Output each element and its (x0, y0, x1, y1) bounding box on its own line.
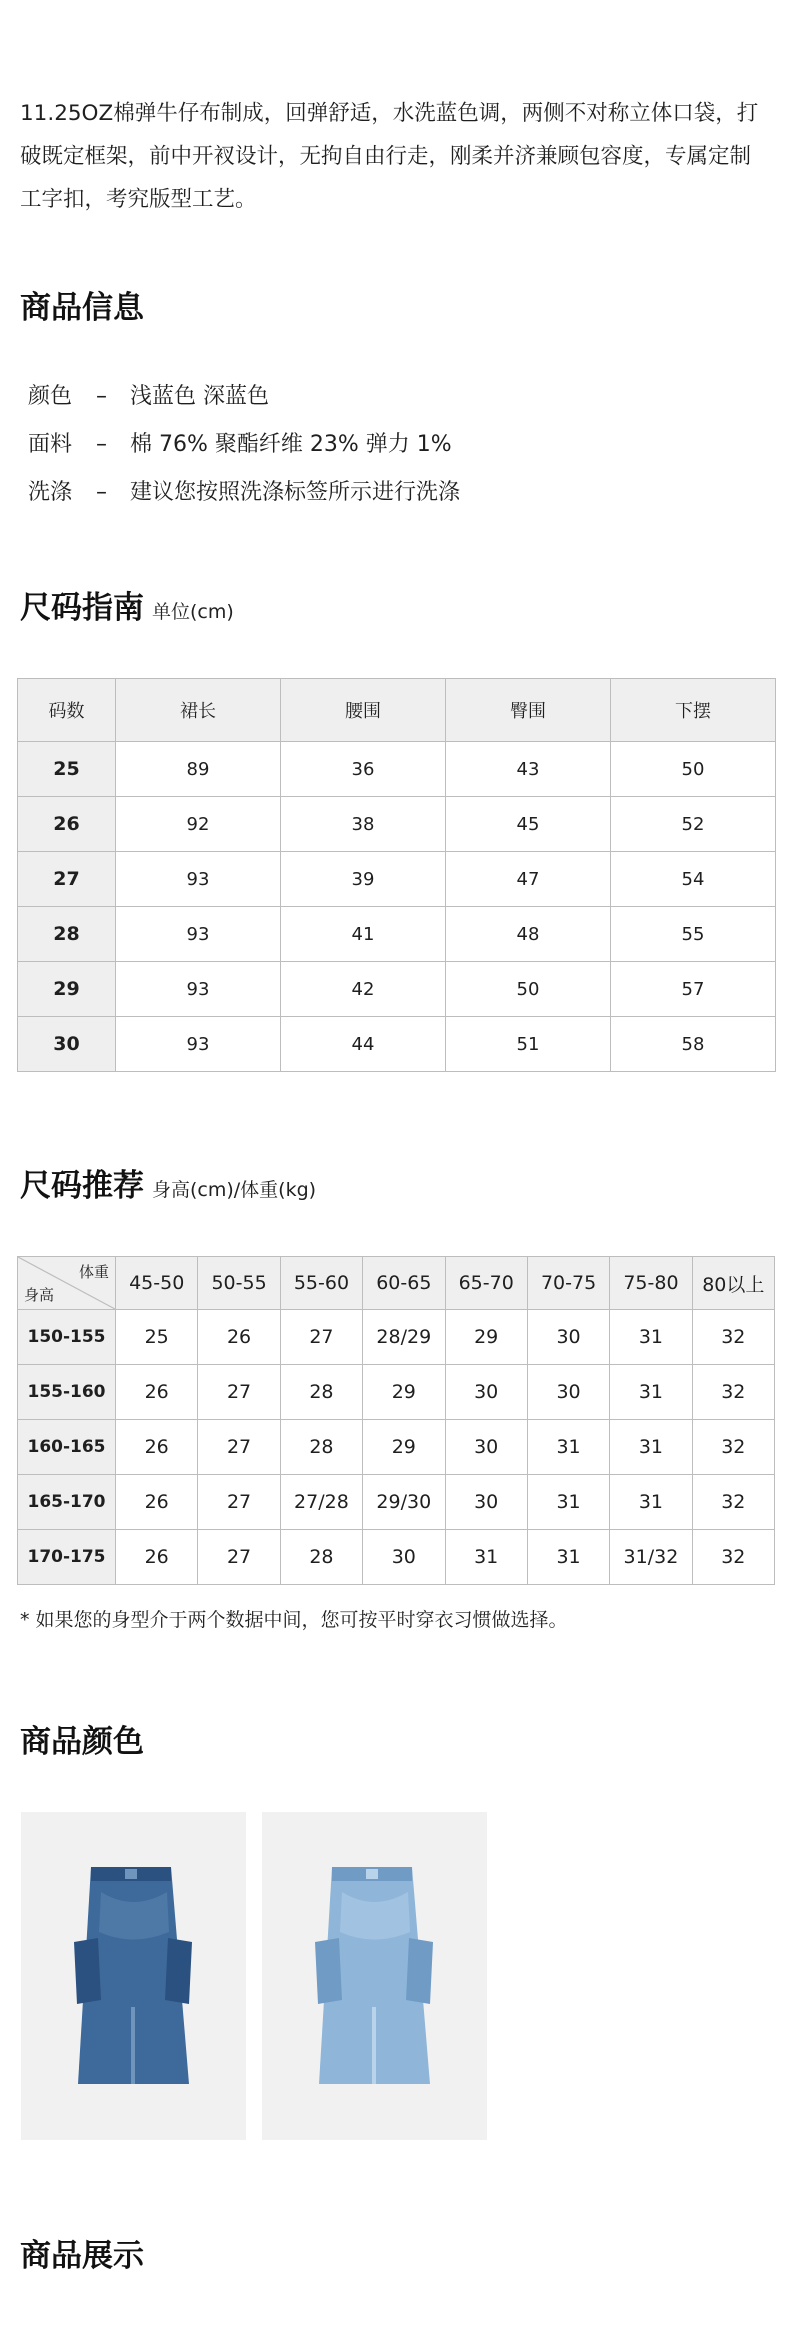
size-value-cell: 47 (446, 852, 611, 907)
table-row (18, 1420, 775, 1475)
size-value-cell: 92 (116, 797, 281, 852)
weight-header-cell: 75-80 (610, 1257, 692, 1310)
size-value-cell: 89 (116, 742, 281, 797)
recommended-size-cell: 27 (280, 1310, 362, 1365)
size-guide-unit: 单位(cm) (152, 601, 234, 623)
table-row (18, 1017, 776, 1072)
size-value-cell: 58 (611, 1017, 776, 1072)
size-value-cell: 50 (611, 742, 776, 797)
product-display-title: 商品展示 (20, 2238, 144, 2274)
recommended-size-cell: 31 (610, 1310, 692, 1365)
height-label-cell: 150-155 (18, 1310, 116, 1365)
product-info-list (28, 373, 460, 517)
size-guide-title: 尺码指南 单位(cm) (20, 590, 234, 626)
table-row (18, 797, 776, 852)
size-label-cell: 29 (18, 962, 116, 1017)
recommended-size-cell: 27 (198, 1365, 280, 1420)
product-info-title: 商品信息 (20, 290, 144, 326)
weight-header-cell: 65-70 (445, 1257, 527, 1310)
size-value-cell: 54 (611, 852, 776, 907)
size-value-cell: 93 (116, 1017, 281, 1072)
product-intro: 11.25OZ棉弹牛仔布制成，回弹舒适，水洗蓝色调，两侧不对称立体口袋，打破既定框架，前中开衩设计，无拘自由行走，刚柔并济兼顾包容度，专属定制工字扣，考究版型工艺。 (20, 101, 759, 212)
size-value-cell: 38 (281, 797, 446, 852)
recommended-size-cell: 28 (280, 1530, 362, 1585)
recommended-size-cell: 25 (116, 1310, 198, 1365)
recommended-size-cell: 29 (445, 1310, 527, 1365)
size-value-cell: 39 (281, 852, 446, 907)
color-swatch-light-blue[interactable] (262, 1812, 487, 2140)
recommended-size-cell: 32 (692, 1365, 774, 1420)
recommended-size-cell: 31 (610, 1420, 692, 1475)
table-row (18, 1365, 775, 1420)
recommended-size-cell: 30 (445, 1365, 527, 1420)
table-row (18, 1310, 775, 1365)
weight-header-cell: 70-75 (527, 1257, 609, 1310)
recommended-size-cell: 30 (363, 1530, 445, 1585)
recommended-size-cell: 27 (198, 1420, 280, 1475)
size-value-cell: 51 (446, 1017, 611, 1072)
table-row (18, 852, 776, 907)
recommended-size-cell: 30 (527, 1310, 609, 1365)
recommended-size-cell: 26 (198, 1310, 280, 1365)
recommended-size-cell: 30 (527, 1365, 609, 1420)
height-label-cell: 170-175 (18, 1530, 116, 1585)
size-label-cell: 30 (18, 1017, 116, 1072)
recommended-size-cell: 26 (116, 1530, 198, 1585)
size-label-cell: 27 (18, 852, 116, 907)
size-recommend-unit: 身高(cm)/体重(kg) (152, 1179, 317, 1201)
recommended-size-cell: 32 (692, 1475, 774, 1530)
size-header-cell: 下摆 (611, 679, 776, 742)
recommended-size-cell: 28 (280, 1365, 362, 1420)
size-value-cell: 41 (281, 907, 446, 962)
recommended-size-cell: 32 (692, 1420, 774, 1475)
table-row (18, 1530, 775, 1585)
size-label-cell: 28 (18, 907, 116, 962)
color-swatch-dark-blue[interactable] (21, 1812, 246, 2140)
size-recommend-title: 尺码推荐 身高(cm)/体重(kg) (20, 1168, 317, 1204)
size-value-cell: 45 (446, 797, 611, 852)
size-value-cell: 48 (446, 907, 611, 962)
recommended-size-cell: 30 (445, 1420, 527, 1475)
recommended-size-cell: 31 (610, 1365, 692, 1420)
recommended-size-cell: 31/32 (610, 1530, 692, 1585)
size-header-cell: 码数 (18, 679, 116, 742)
size-header-cell: 臀围 (446, 679, 611, 742)
recommended-size-cell: 32 (692, 1310, 774, 1365)
table-row (18, 1475, 775, 1530)
size-value-cell: 43 (446, 742, 611, 797)
size-note: * 如果您的身型介于两个数据中间，您可按平时穿衣习惯做选择。 (20, 1609, 568, 1631)
recommended-size-cell: 31 (527, 1420, 609, 1475)
recommended-size-cell: 31 (527, 1530, 609, 1585)
recommended-size-cell: 26 (116, 1475, 198, 1530)
height-label-cell: 165-170 (18, 1475, 116, 1530)
recommended-size-cell: 30 (445, 1475, 527, 1530)
height-label-cell: 160-165 (18, 1420, 116, 1475)
dark-blue-skirt-image (21, 1812, 246, 2140)
recommended-size-cell: 27 (198, 1475, 280, 1530)
recommended-size-cell: 31 (527, 1475, 609, 1530)
recommended-size-cell: 31 (445, 1530, 527, 1585)
size-value-cell: 57 (611, 962, 776, 1017)
size-value-cell: 93 (116, 852, 281, 907)
weight-header-cell: 55-60 (280, 1257, 362, 1310)
size-value-cell: 36 (281, 742, 446, 797)
size-value-cell: 52 (611, 797, 776, 852)
size-value-cell: 44 (281, 1017, 446, 1072)
recommended-size-cell: 29 (363, 1365, 445, 1420)
size-value-cell: 42 (281, 962, 446, 1017)
recommended-size-cell: 29/30 (363, 1475, 445, 1530)
size-guide-table (17, 678, 776, 1072)
size-value-cell: 93 (116, 907, 281, 962)
size-header-cell: 腰围 (281, 679, 446, 742)
size-value-cell: 50 (446, 962, 611, 1017)
recommended-size-cell: 28 (280, 1420, 362, 1475)
info-row-fabric: 面料 – 棉 76% 聚酯纤维 23% 弹力 1% (28, 432, 452, 457)
recommended-size-cell: 27/28 (280, 1475, 362, 1530)
corner-weight-label: 体重 (78, 1263, 109, 1281)
weight-header-cell: 60-65 (363, 1257, 445, 1310)
recommended-size-cell: 29 (363, 1420, 445, 1475)
info-row-color: 颜色 – 浅蓝色 深蓝色 (28, 384, 269, 409)
table-row (18, 742, 776, 797)
size-header-cell: 裙长 (116, 679, 281, 742)
table-row (18, 907, 776, 962)
recommended-size-cell: 27 (198, 1530, 280, 1585)
recommended-size-cell: 31 (610, 1475, 692, 1530)
size-label-cell: 26 (18, 797, 116, 852)
recommended-size-cell: 26 (116, 1420, 198, 1475)
recommended-size-cell: 28/29 (363, 1310, 445, 1365)
table-row (18, 962, 776, 1017)
light-blue-skirt-image (262, 1812, 487, 2140)
weight-header-cell: 80以上 (692, 1257, 774, 1310)
corner-height-label: 身高 (24, 1286, 55, 1304)
info-row-washing: 洗涤 – 建议您按照洗涤标签所示进行洗涤 (28, 480, 461, 505)
size-recommend-table (17, 1256, 775, 1585)
size-value-cell: 93 (116, 962, 281, 1017)
height-label-cell: 155-160 (18, 1365, 116, 1420)
recommended-size-cell: 26 (116, 1365, 198, 1420)
weight-header-cell: 50-55 (198, 1257, 280, 1310)
table-corner-cell (18, 1257, 116, 1310)
weight-header-cell: 45-50 (116, 1257, 198, 1310)
recommended-size-cell: 32 (692, 1530, 774, 1585)
size-label-cell: 25 (18, 742, 116, 797)
size-value-cell: 55 (611, 907, 776, 962)
product-colors-title: 商品颜色 (20, 1724, 144, 1760)
